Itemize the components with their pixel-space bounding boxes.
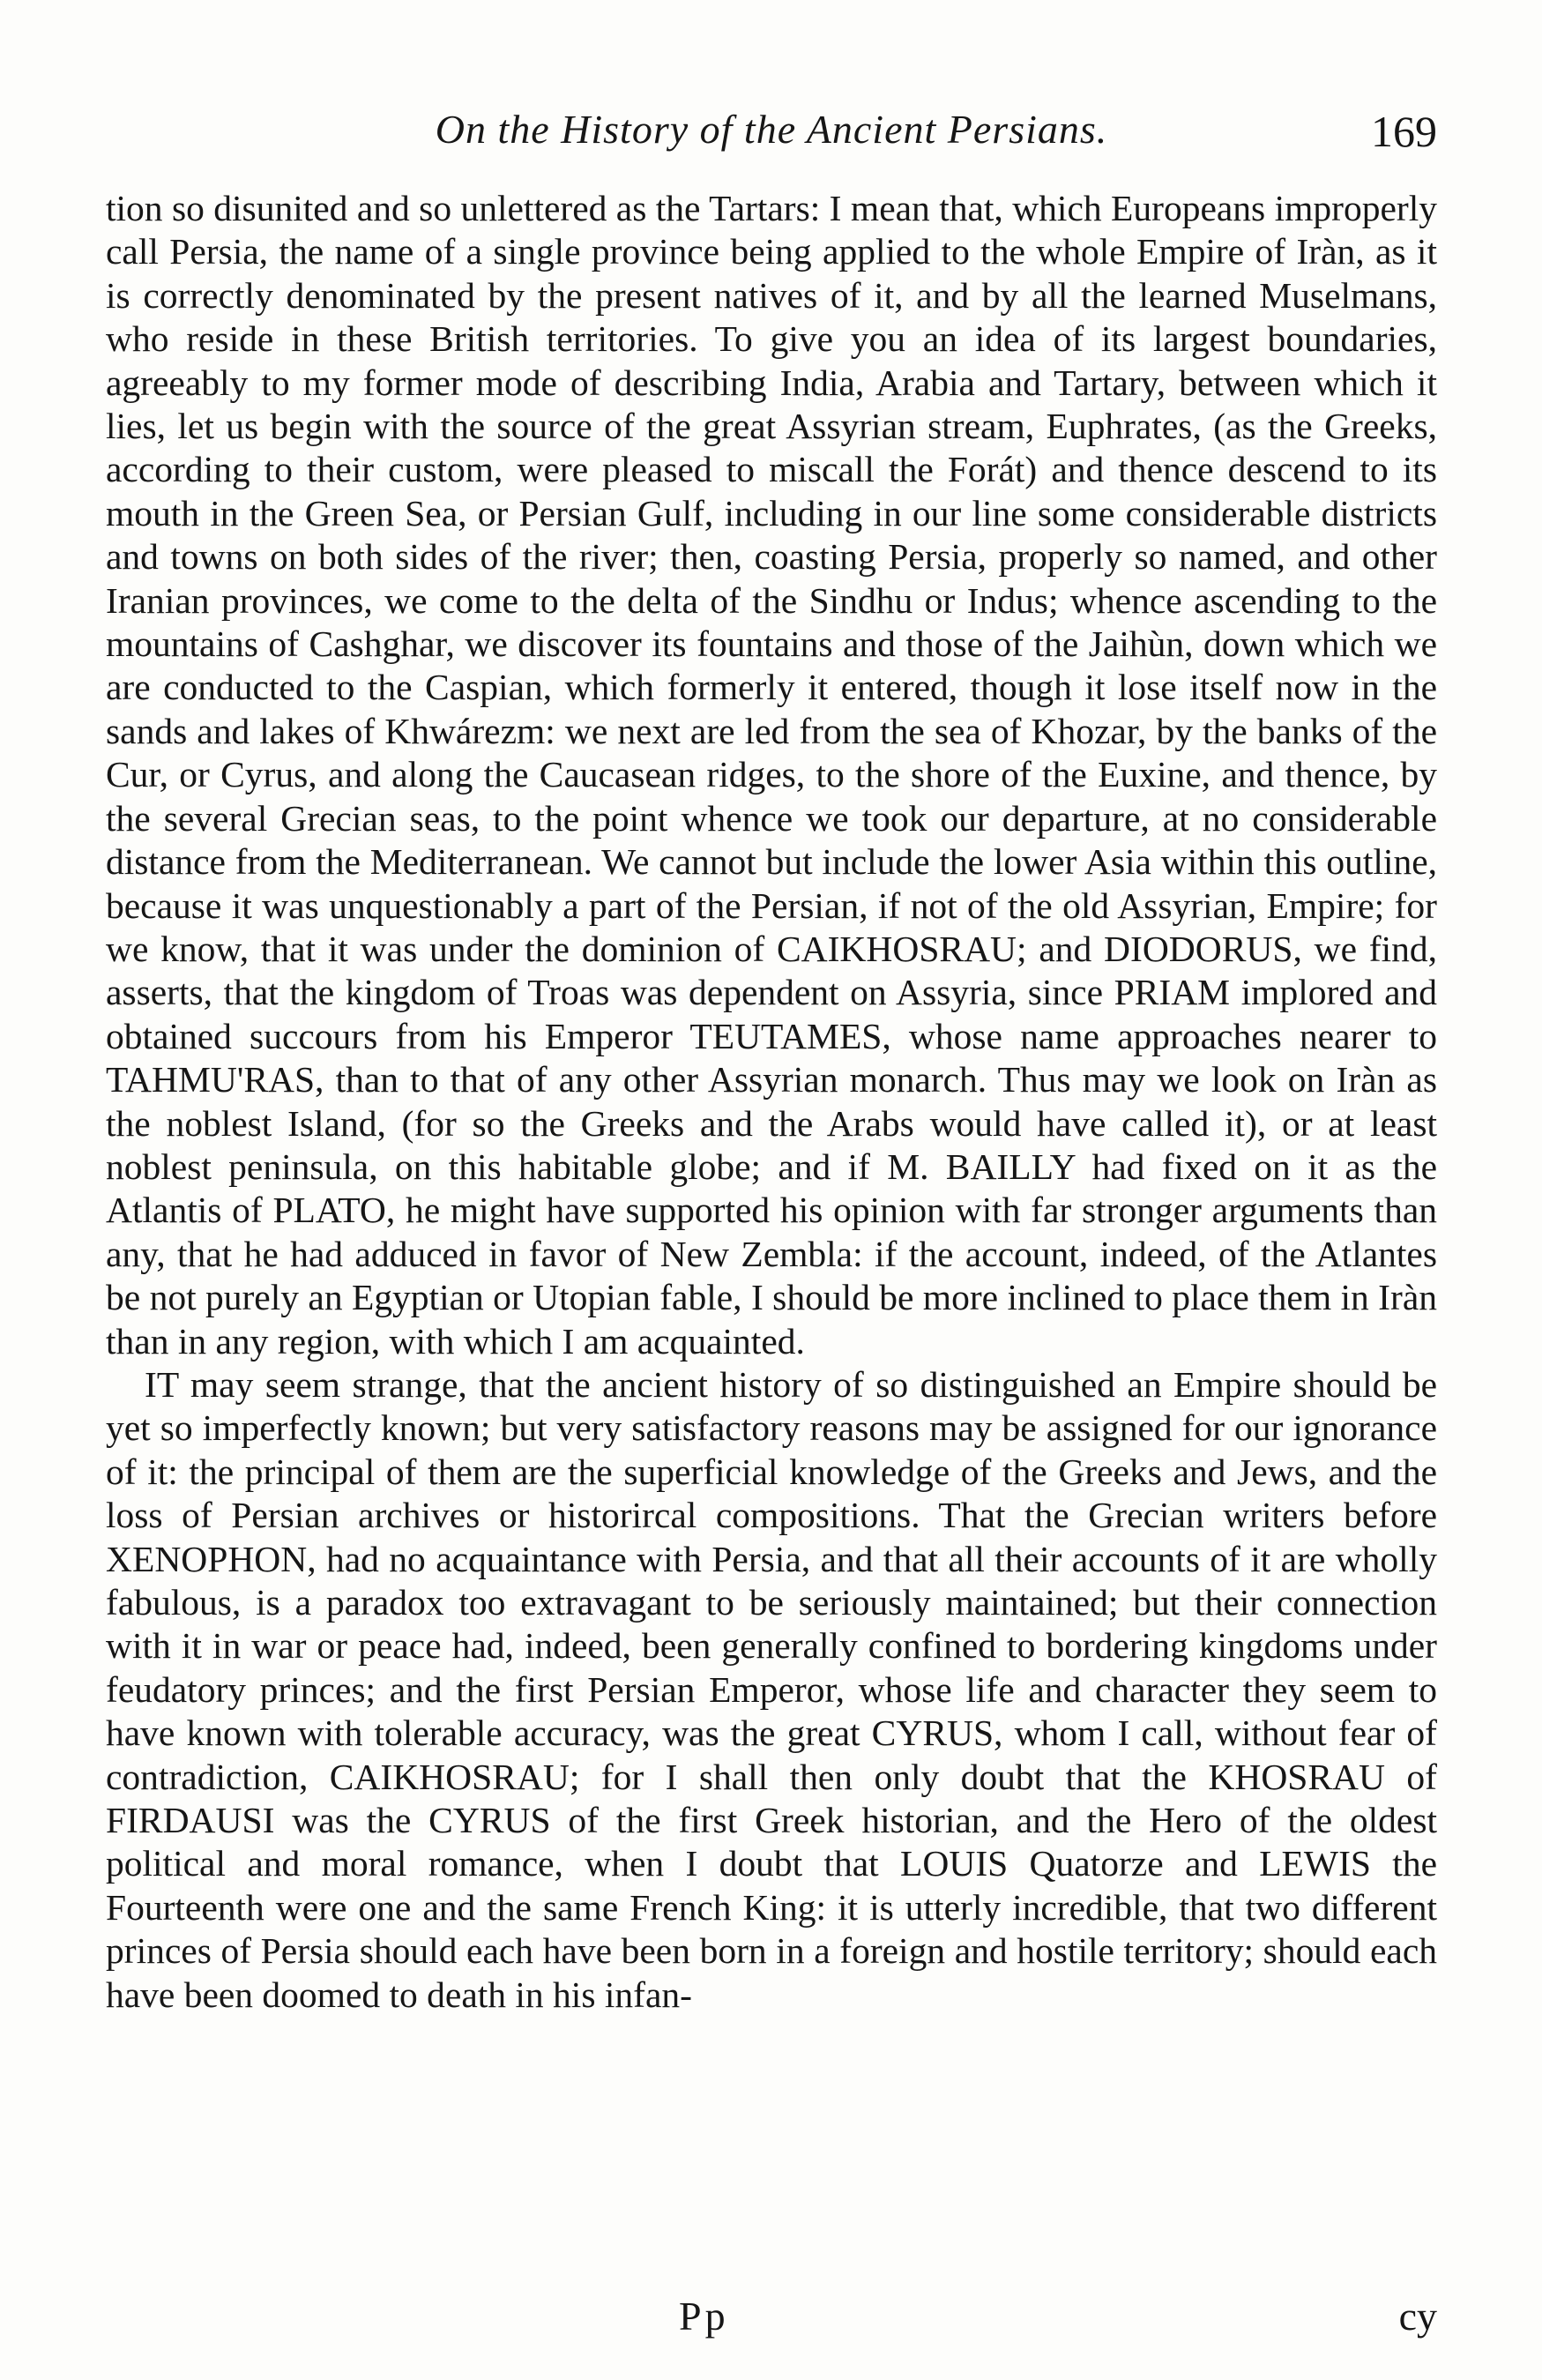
- paragraph-2: IT may seem strange, that the ancient history of so distinguished an Empire should be yet so imperfectly known; but very satisfactory reasons may be assigned for our ignorance of it: the principal of them are the superficial knowledge of the Greeks and Jews, and the loss of Persian archives or historircal compositions. That the Grecian writers before XENOPHON, had no acquaintance with Persia, and that all their accounts of it are wholly fabulous, is a paradox too extravagant to be seriously maintained; but their connection with it in war or peace had, indeed, been generally confined to bordering kingdoms under feudatory princes; and the first Persian Emperor, whose life and character they seem to have known with tolerable accuracy, was the great CYRUS, whom I call, without fear of contradiction, CAIKHOSRAU; for I shall then only doubt that the KHOSRAU of FIRDAUSI was the CYRUS of the first Greek historian, and the Hero of the oldest political and moral romance, when I doubt that LOUIS Quatorze and LEWIS the Fourteenth were one and the same French King: it is utterly incredible, that two different princes of Persia should each have been born in a foreign and hostile territory; should each have been doomed to death in his infan-: [106, 1363, 1437, 2015]
- catchword: cy: [1398, 2294, 1437, 2339]
- signature-mark: Pp: [679, 2294, 729, 2339]
- body-text: [106, 187, 1437, 2017]
- page-footer: [106, 2293, 1437, 2346]
- page-number: 169: [1371, 107, 1437, 156]
- page-header: [106, 106, 1437, 176]
- running-title: On the History of the Ancient Persians.: [435, 107, 1108, 152]
- paragraph-1: tion so disunited and so unlettered as the Tartars: I mean that, which Europeans improperly call Persia, the name of a single province being applied to the whole Empire of Iràn, as it is correctly denominated by the present natives of it, and by all the learned Muselmans, who reside in these British territories. To give you an idea of its largest boundaries, agreeably to my former mode of describing India, Arabia and Tartary, between which it lies, let us begin with the source of the great Assyrian stream, Euphrates, (as the Greeks, according to their custom, were pleased to miscall the Forát) and thence descend to its mouth in the Green Sea, or Persian Gulf, including in our line some considerable districts and towns on both sides of the river; then, coasting Persia, properly so named, and other Iranian provinces, we come to the delta of the Sindhu or Indus; whence ascending to the mountains of Cashghar, we discover its fountains and those of the Jaihùn, down which we are conducted to the Caspian, which formerly it entered, though it lose itself now in the sands and lakes of Khwárezm: we next are led from the sea of Khozar, by the banks of the Cur, or Cyrus, and along the Caucasean ridges, to the shore of the Euxine, and thence, by the several Grecian seas, to the point whence we took our departure, at no considerable distance from the Mediterranean. We cannot but include the lower Asia within this outline, because it was unquestionably a part of the Persian, if not of the old Assyrian, Empire; for we know, that it was under the dominion of CAIKHOSRAU; and DIODORUS, we find, asserts, that the kingdom of Troas was dependent on Assyria, since PRIAM implored and obtained succours from his Emperor TEUTAMES, whose name approaches nearer to TAHMU'RAS, than to that of any other Assyrian monarch. Thus may we look on Iràn as the noblest Island, (for so the Greeks and the Arabs would have called it), or at least noblest peninsula, on this habitable globe; and if M. BAILLY had fixed on it as the Atlantis of PLATO, he might have supported his opinion with far stronger arguments than any, that he had adduced in favor of New Zembla: if the account, indeed, of the Atlantes be not purely an Egyptian or Utopian fable, I should be more inclined to place them in Iràn than in any region, with which I am acquainted.: [106, 188, 1437, 1362]
